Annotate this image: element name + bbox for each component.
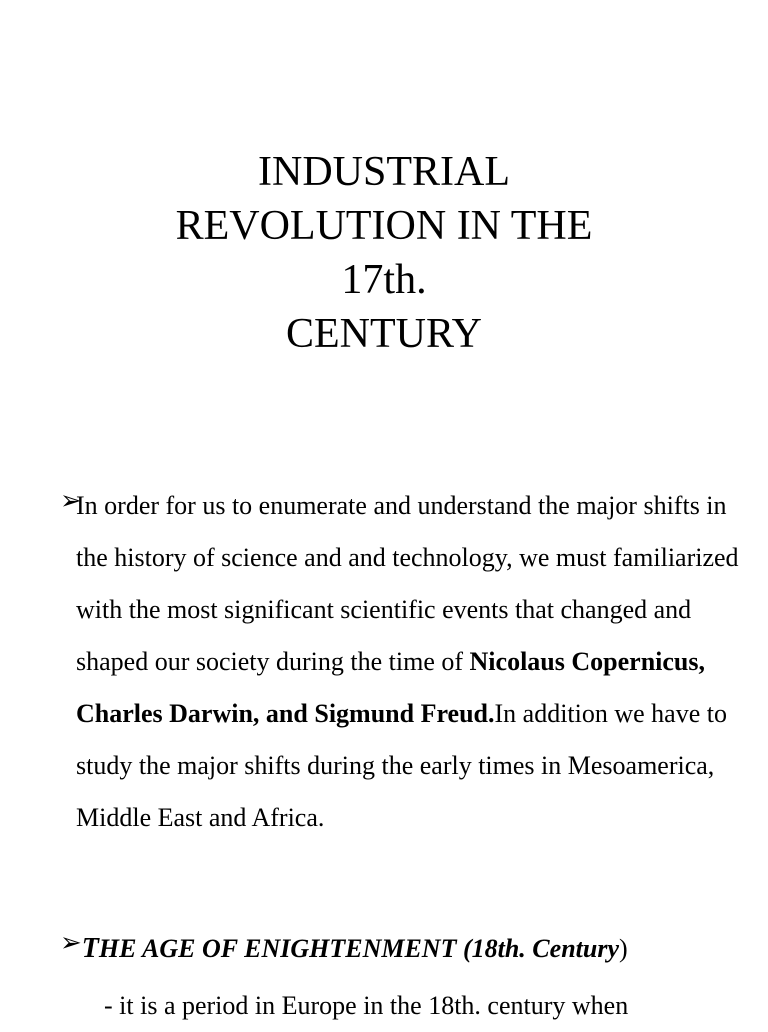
- intro-bold-names: Nicolaus Copernicus, Charles Darwin, and Sigmund Freud.: [76, 647, 705, 728]
- heading-text: HE AGE OF ENIGHTENMENT (18th. Century: [98, 934, 619, 963]
- title-line-3: 17th.: [341, 257, 427, 303]
- intro-paragraph-block: [60, 480, 750, 866]
- arrowhead-bullet-icon: ➢: [60, 486, 82, 515]
- section-subline: - it is a period in Europe in the 18th. century when: [104, 991, 629, 1020]
- heading-first-letter: T: [81, 933, 99, 964]
- document-title: [0, 145, 768, 307]
- intro-text-before: In order for us to enumerate and understand the major shifts in the history of science and and technology, we must familiarized with the most significant scientific events that changed and shaped our society during the time of: [76, 491, 739, 676]
- heading-close-paren: ): [619, 934, 628, 963]
- title-line-2: REVOLUTION IN THE: [175, 203, 593, 249]
- intro-text-after: In addition we have to study the major shifts during the early times in Mesoamerica, Middle East and Africa.: [76, 699, 727, 832]
- arrowhead-bullet-icon: ➢: [60, 928, 82, 957]
- document-title-century: [0, 307, 768, 361]
- title-line-1: INDUSTRIAL: [258, 149, 510, 195]
- intro-paragraph: [60, 480, 750, 844]
- section-heading-enlightenment: [60, 923, 628, 975]
- title-line-4: CENTURY: [285, 311, 482, 357]
